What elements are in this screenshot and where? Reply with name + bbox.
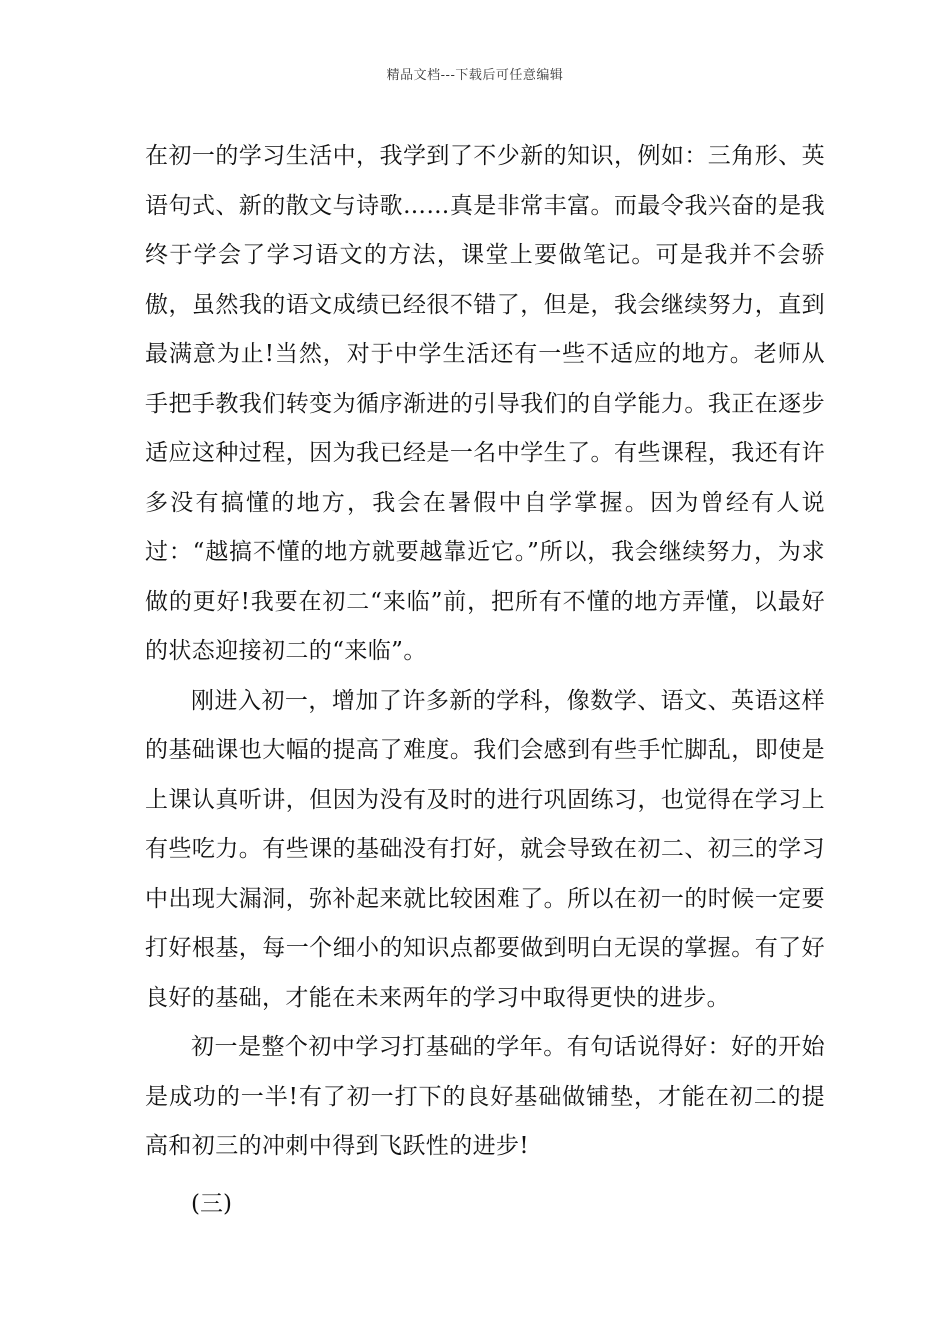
document-body (145, 132, 825, 1229)
paragraph-1: 在初一的学习生活中，我学到了不少新的知识，例如：三角形、英语句式、新的散文与诗歌……真是非常丰富。而最令我兴奋的是我终于学会了学习语文的方法，课堂上要做笔记。可是我并不会骄傲，虽然我的语文成绩已经很不错了，但是，我会继续努力，直到最满意为止!当然，对于中学生活还有一些不适应的地方。老师从手把手教我们转变为循序渐进的引导我们的自学能力。我正在逐步适应这种过程，因为我已经是一名中学生了。有些课程，我还有许多没有搞懂的地方，我会在暑假中自学掌握。因为曾经有人说过：“越搞不懂的地方就要越靠近它。”所以，我会继续努力，为求做的更好!我要在初二“来临”前，把所有不懂的地方弄懂，以最好的状态迎接初二的“来临”。 (145, 143, 825, 664)
paragraph-2: 刚进入初一，增加了许多新的学科，像数学、语文、英语这样的基础课也大幅的提高了难度。我们会感到有些手忙脚乱，即使是上课认真听讲，但因为没有及时的进行巩固练习，也觉得在学习上有些吃力。有些课的基础没有打好，就会导致在初二、初三的学习中出现大漏洞，弥补起来就比较困难了。所以在初一的时候一定要打好根基，每一个细小的知识点都要做到明白无误的掌握。有了好良好的基础，才能在未来两年的学习中取得更快的进步。 (145, 687, 825, 1011)
paragraph-3: 初一是整个初中学习打基础的学年。有句话说得好：好的开始是成功的一半!有了初一打下的良好基础做铺垫，才能在初二的提高和初三的冲刺中得到飞跃性的进步! (145, 1034, 825, 1159)
section-number: (三) (191, 1190, 232, 1217)
page-header: 精品文档---下载后可任意编辑 (386, 68, 564, 83)
